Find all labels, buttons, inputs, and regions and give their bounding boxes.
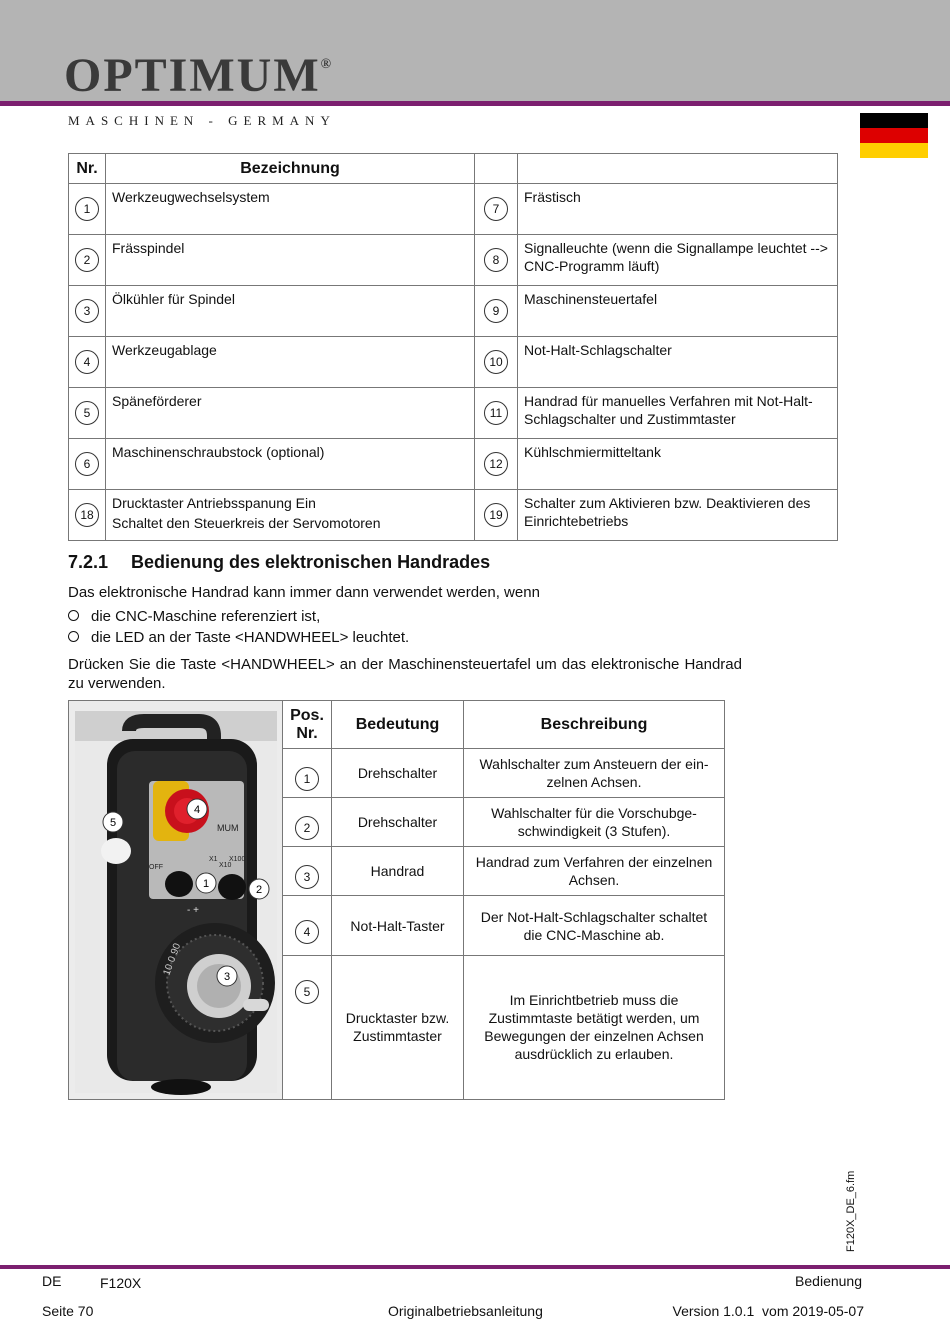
footer-lang: DE <box>42 1273 62 1289</box>
list-item: die LED an der Taste <HANDWHEEL> leuchtet. <box>68 629 409 646</box>
table-row: 4 Werkzeugablage 10 Not-Halt-Schlagschalter <box>69 337 838 388</box>
svg-text:- +: - + <box>187 905 199 916</box>
col-desc-header: Beschreibung <box>464 701 725 749</box>
footer-model: F120X <box>100 1275 142 1291</box>
bullet-icon <box>68 610 79 621</box>
col-pos-header: Pos. Nr. <box>283 701 332 749</box>
handwheel-photo <box>69 701 283 1100</box>
svg-text:MUM: MUM <box>217 823 239 833</box>
table-row: 4 Not-Halt-Taster Der Not-Halt-Schlagschalter schaltet die CNC-Maschine ab. <box>69 896 725 955</box>
intro-text: Das elektronische Handrad kann immer dann verwendet werden, wenn <box>68 584 540 601</box>
footer-doc: Originalbetriebsanleitung <box>388 1303 543 1319</box>
footer-version: Version 1.0.1 vom 2019-05-07 <box>672 1303 864 1319</box>
callout-3: 3 <box>223 971 231 983</box>
svg-text:10 0 90: 10 0 90 <box>161 941 184 978</box>
col-name-header: Bezeichnung <box>106 154 475 184</box>
svg-text:X1: X1 <box>209 856 218 863</box>
callout-4: 4 <box>193 804 201 816</box>
handwheel-table <box>68 700 725 1100</box>
footer-page: Seite 70 <box>42 1303 94 1319</box>
list-item: die CNC-Maschine referenziert ist, <box>68 608 320 625</box>
brand-logo: OPTIMUM® <box>64 49 334 102</box>
svg-text:X10: X10 <box>219 862 232 869</box>
brand-tagline: MASCHINEN - GERMANY <box>68 113 336 128</box>
svg-text:X100: X100 <box>229 856 246 863</box>
callout-2: 2 <box>255 884 263 896</box>
footer-chapter: Bedienung <box>795 1273 862 1289</box>
callout-1: 1 <box>202 878 210 890</box>
svg-text:OFF: OFF <box>149 864 163 871</box>
table-row: 3 Ölkühler für Spindel 9 Maschinensteuertafel <box>69 286 838 337</box>
instruction-text: Drücken Sie die Taste <HANDWHEEL> an der Maschinensteuertafel um das elektronische Handrad zu verwenden. <box>68 656 742 692</box>
table-row: 2 Frässpindel 8 Signalleuchte (wenn die Signallampe leuchtet --> CNC-Programm läuft) <box>69 235 838 286</box>
table-row: 5 Drucktaster bzw. Zustimmtaster Im Einrichtbetrieb muss die Zustimmtaste betätigt werden, um Bewegungen der einzelnen Achsen ausdrücklich zu erlauben. <box>69 955 725 1099</box>
table-row: 3 Handrad Handrad zum Verfahren der einzelnen Achsen. <box>69 847 725 896</box>
table-row: 6 Maschinenschraubstock (optional) 12 Kühlschmiermitteltank <box>69 439 838 490</box>
bullet-icon <box>68 631 79 642</box>
callout-5: 5 <box>109 817 117 829</box>
table-row: 1 Werkzeugwechselsystem 7 Frästisch <box>69 184 838 235</box>
section-heading: 7.2.1 Bedienung des elektronischen Handrades <box>68 552 491 572</box>
col-meaning-header: Bedeutung <box>332 701 464 749</box>
table-row: 2 Drehschalter Wahlschalter für die Vorschubge-schwindigkeit (3 Stufen). <box>69 798 725 847</box>
german-flag-icon <box>860 113 928 158</box>
file-label: F120X_DE_6.fm <box>845 1170 857 1252</box>
footer-rule <box>0 1265 950 1269</box>
table-row: 1 Drehschalter Wahlschalter zum Ansteuern der ein-zelnen Achsen. <box>69 749 725 798</box>
col-nr-header: Nr. <box>69 154 106 184</box>
parts-table <box>68 153 838 541</box>
table-row: 5 Späneförderer 11 Handrad für manuelles Verfahren mit Not-Halt-Schlagschalter und Zustimmtaster <box>69 388 838 439</box>
table-row: 18 Drucktaster Antriebsspanung Ein Schaltet den Steuerkreis der Servomotoren 19 Schalter zum Aktivieren bzw. Deaktivieren des Einrichtebetriebs <box>69 490 838 541</box>
